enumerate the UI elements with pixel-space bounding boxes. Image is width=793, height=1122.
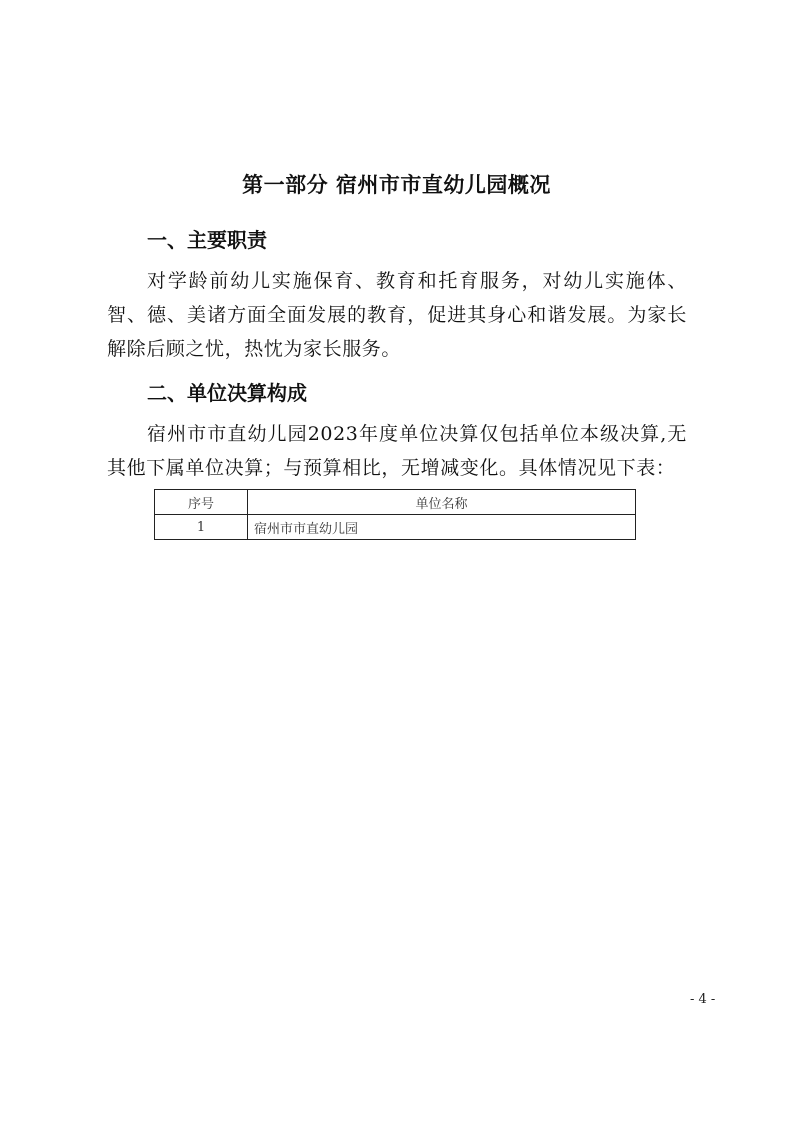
paragraph-duties: 对学龄前幼儿实施保育、教育和托育服务，对幼儿实施体、智、德、美诸方面全面发展的教育，促进其身心和谐发展。为家长解除后顾之忧，热忱为家长服务。 [107, 270, 687, 360]
page-title: 第一部分 宿州市市直幼儿园概况 [242, 173, 551, 197]
page-number: - 4 - [690, 992, 716, 1007]
section-heading-duties: 一、主要职责 [147, 228, 267, 252]
table-header-seq: 序号 [155, 490, 248, 515]
table-header-row [155, 490, 636, 515]
unit-table [154, 489, 636, 540]
table-cell-unit-name: 宿州市市直幼儿园 [248, 515, 636, 540]
section-heading-composition: 二、单位决算构成 [147, 381, 307, 405]
table-row [155, 515, 636, 540]
paragraph-composition: 宿州市市直幼儿园2023年度单位决算仅包括单位本级决算,无其他下属单位决算；与预算相比，无增减变化。具体情况见下表： [107, 423, 687, 479]
table-cell-seq: 1 [155, 515, 248, 540]
table-header-unit-name: 单位名称 [248, 490, 636, 515]
